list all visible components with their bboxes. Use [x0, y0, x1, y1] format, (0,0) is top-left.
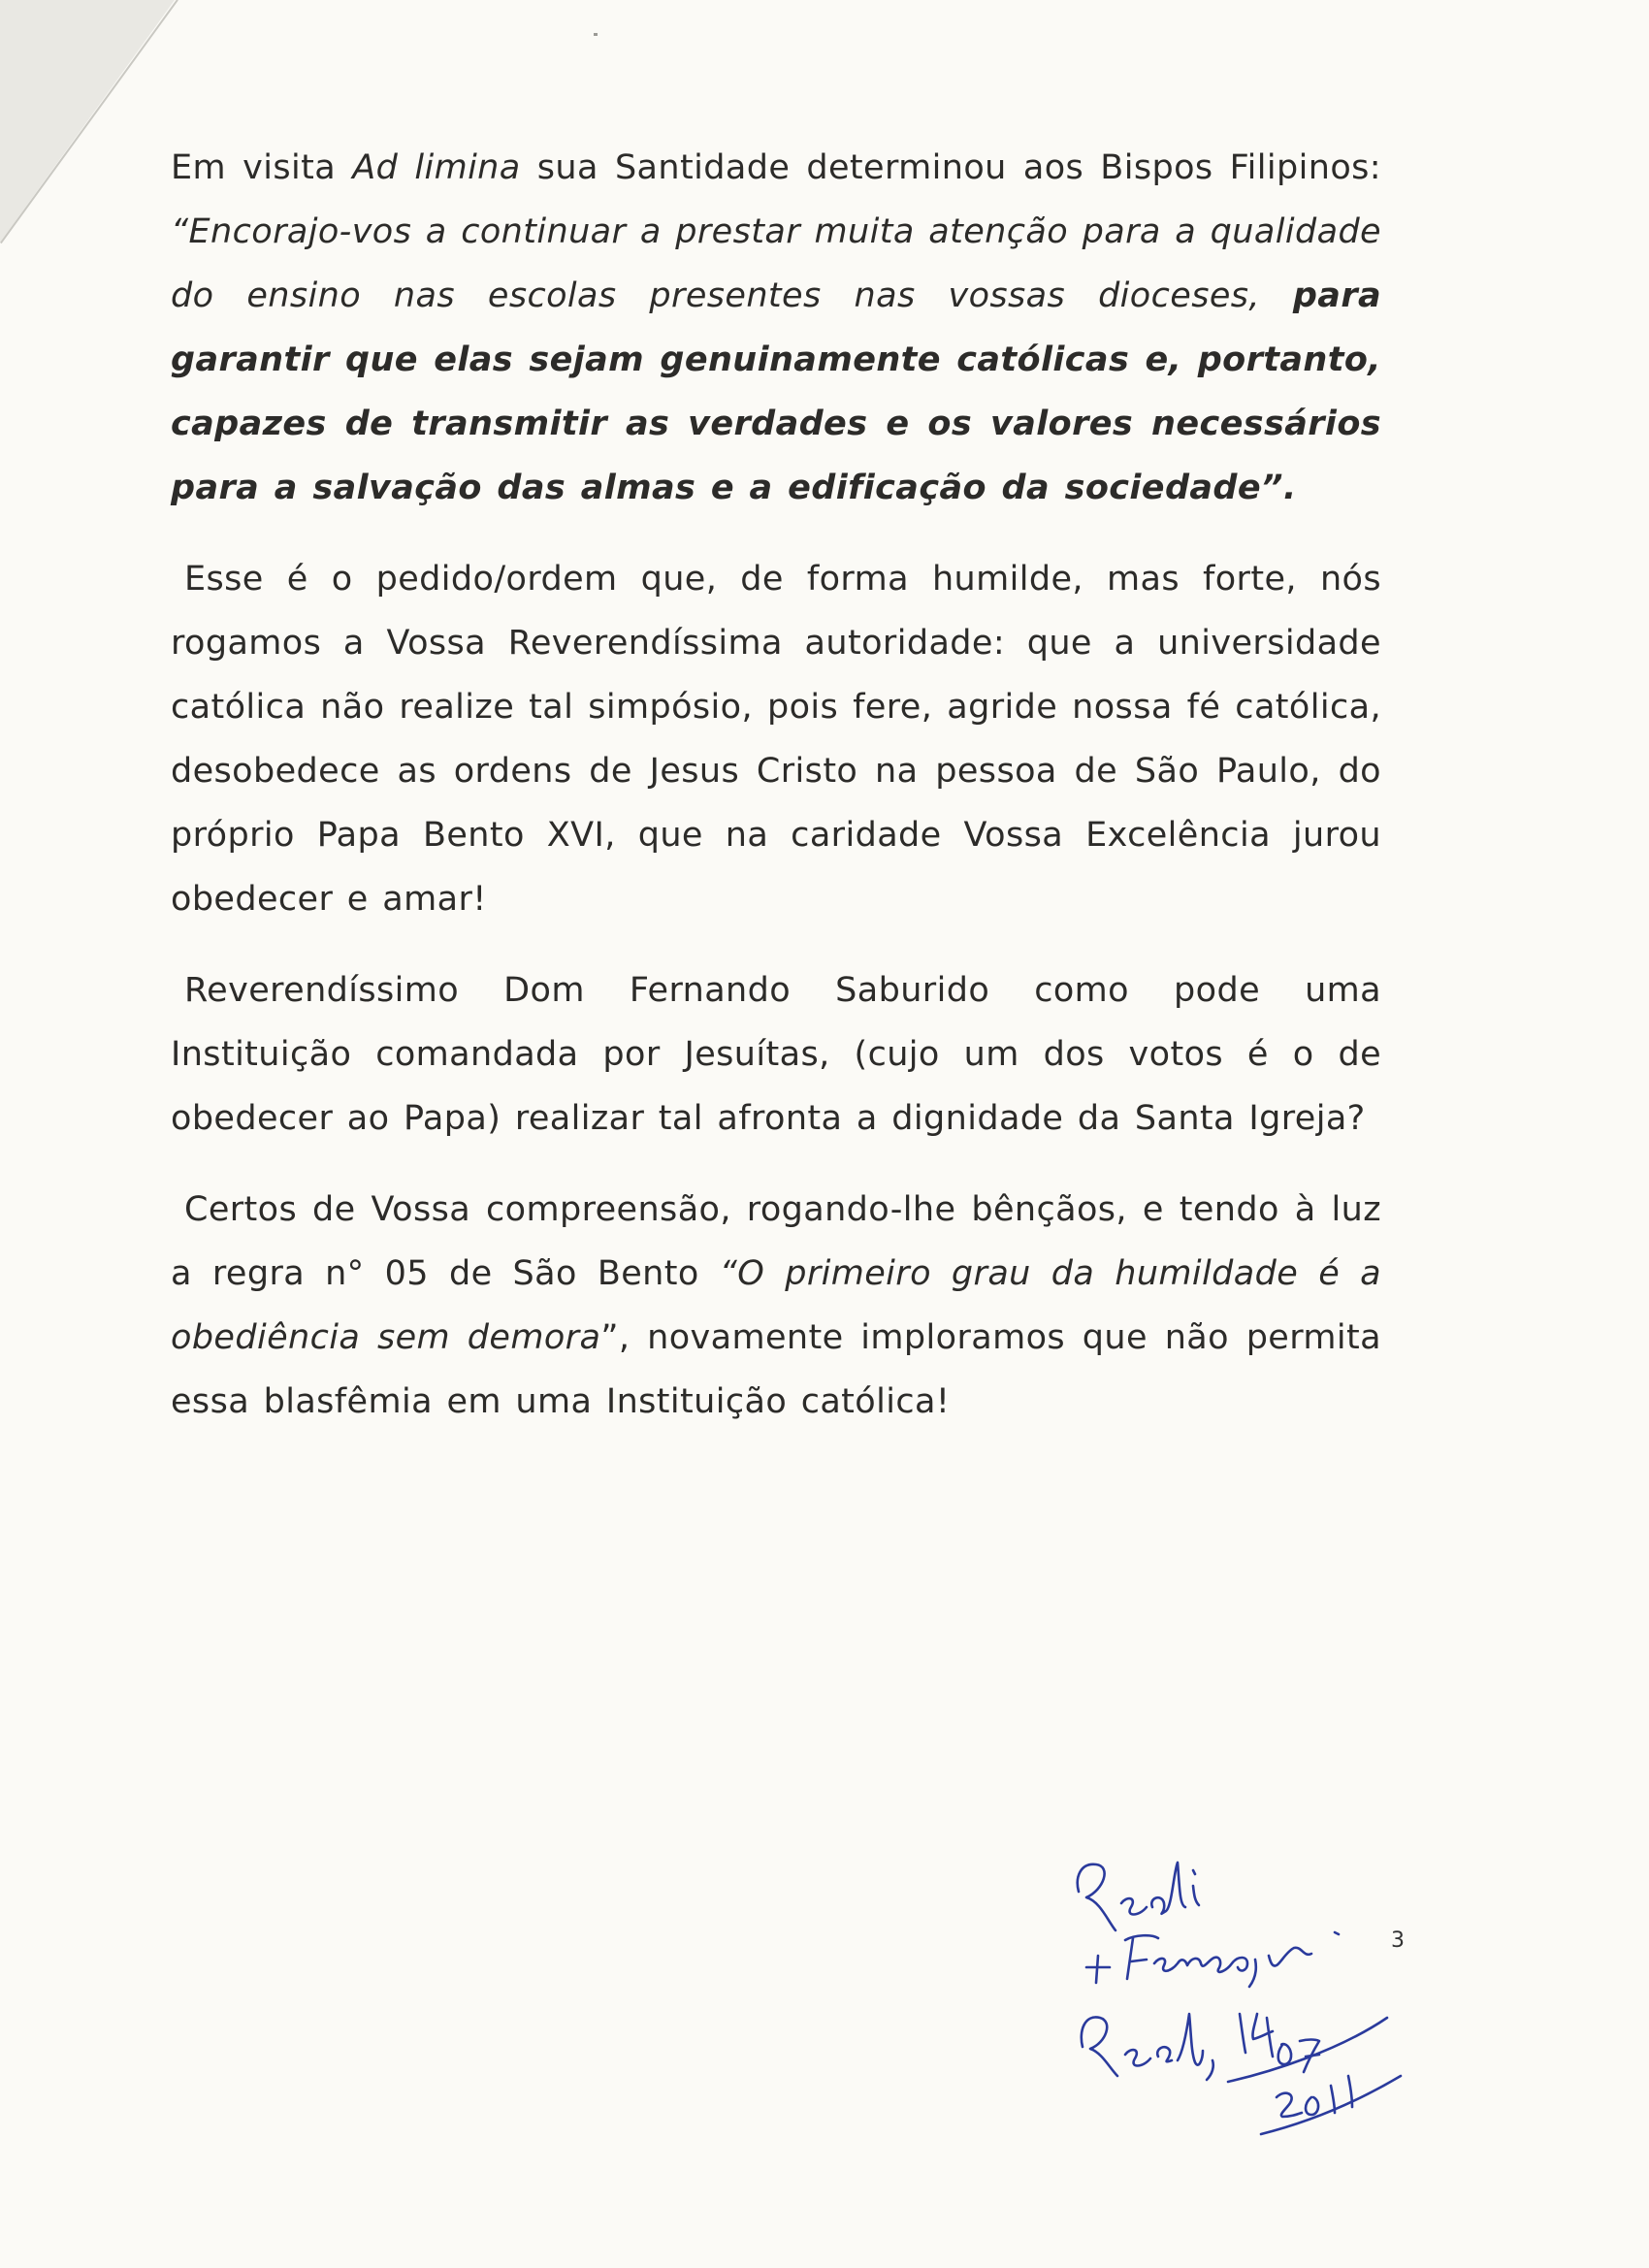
paragraph-1-text: sua Santidade determinou aos Bispos Filipinos: [520, 148, 1381, 187]
paragraph-1-text: Em visita [171, 148, 353, 187]
letter-body [171, 136, 1381, 1461]
page-number: 3 [1391, 1928, 1405, 1953]
paragraph-4 [171, 1178, 1381, 1434]
paragraph-1-latin-term: Ad limina [352, 148, 521, 187]
paragraph-1 [171, 136, 1381, 520]
paragraph-1-quote: “Encorajo-vos a continuar a prestar muita atenção para a qualidade do ensino nas escolas presentes nas vossas dioceses, [171, 212, 1381, 315]
scan-speck [594, 33, 598, 36]
paragraph-1-emphasis: para garantir que elas sejam genuinamente católicas e, portanto, capazes de transmitir as verdades e os valores necessários para a salvação das almas e a edificação da sociedade”. [171, 276, 1381, 507]
paragraph-4-text: Certos de Vossa compreensão, rogando-lhe bênçãos, e tendo à luz a regra n° 05 de São Bento [171, 1190, 1381, 1293]
paragraph-3 [171, 958, 1381, 1150]
paragraph-2-text: Esse é o pedido/ordem que, de forma humilde, mas forte, nós rogamos a Vossa Reverendíssima autoridade: que a universidade católica não realize tal simpósio, pois fere, agride nossa fé católica, desobedece as ordens de Jesus Cristo na pessoa de São Paulo, do próprio Papa Bento XVI, que na caridade Vossa Excelência jurou obedecer e amar! [171, 560, 1381, 919]
paragraph-3-text: Reverendíssimo Dom Fernando Saburido como pode uma Instituição comandada por Jesuítas, (cujo um dos votos é o de obedecer ao Papa) realizar tal afronta a dignidade da Santa Igreja? [171, 971, 1381, 1138]
paragraph-2 [171, 547, 1381, 931]
handwritten-signature [1057, 1843, 1465, 2163]
paragraph-4-text: ”, novamente imploramos que não permita essa blasfêmia em uma Instituição católica! [171, 1318, 1382, 1421]
paragraph-4-quote: “O primeiro grau da humildade é a obediência sem demora [171, 1254, 1381, 1357]
